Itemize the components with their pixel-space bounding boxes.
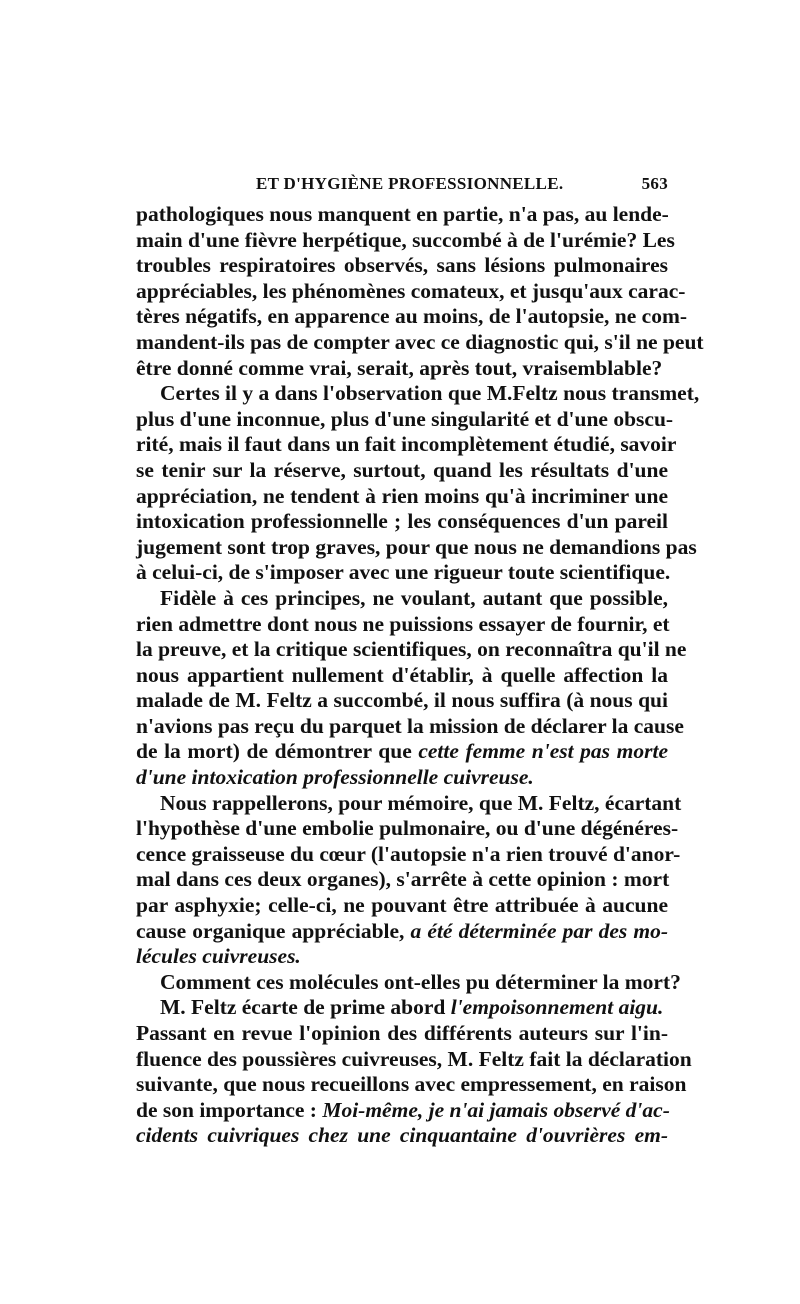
text-line: rien admettre dont nous ne puissions essayer de fournir, et xyxy=(136,611,670,636)
text-line: Certes il y a dans l'observation que M.Feltz nous transmet, xyxy=(160,381,700,406)
text-line: être donné comme vrai, serait, après tout, vraisemblable? xyxy=(136,355,663,380)
italic-segment: a été déterminée par des mo- xyxy=(410,918,668,943)
text-line: nous appartient nullement d'établir, à quelle affection la xyxy=(136,662,668,687)
text-line: lécules cuivreuses. xyxy=(136,944,301,969)
text-line: fluence des poussières cuivreuses, M. Feltz fait la déclaration xyxy=(136,1046,692,1071)
text-line: appréciation, ne tendent à rien moins qu'à incriminer une xyxy=(136,483,668,508)
italic-segment: cette femme n'est pas morte xyxy=(418,739,668,764)
text-line: suivante, que nous recueillons avec empressement, en raison xyxy=(136,1072,687,1097)
text-line: malade de M. Feltz a succombé, il nous suffira (à nous qui xyxy=(136,688,668,713)
text-segment: de la mort) de démontrer que xyxy=(136,739,419,764)
text-line: appréciables, les phénomènes comateux, et jusqu'aux carac- xyxy=(136,278,686,303)
text-line: d'une intoxication professionnelle cuivreuse. xyxy=(136,765,534,790)
text-line: intoxication professionnelle ; les conséquences d'un pareil xyxy=(136,509,668,534)
text-line xyxy=(136,739,668,765)
text-line: plus d'une inconnue, plus d'une singularité et d'une obscu- xyxy=(136,406,674,431)
italic-segment: Moi-même, je n'ai jamais observé d'ac- xyxy=(322,1097,670,1122)
text-segment: cause organique appréciable, xyxy=(136,918,411,943)
text-line: rité, mais il faut dans un fait incomplètement étudié, savoir xyxy=(136,432,677,457)
text-line: pathologiques nous manquent en partie, n'a pas, au lende- xyxy=(136,202,669,226)
text-line: Nous rappellerons, pour mémoire, que M. Feltz, écartant xyxy=(160,790,682,815)
text-line xyxy=(136,919,668,945)
text-segment: M. Feltz écarte de prime abord xyxy=(160,995,451,1020)
text-line: cence graisseuse du cœur (l'autopsie n'a rien trouvé d'anor- xyxy=(136,841,681,866)
text-line: à celui-ci, de s'imposer avec une rigueur toute scientifique. xyxy=(136,560,671,585)
page-header xyxy=(136,174,668,198)
text-line: la preuve, et la critique scientifiques, on reconnaîtra qu'il ne xyxy=(136,637,687,662)
text-line: mandent-ils pas de compter avec ce diagnostic qui, s'il ne peut xyxy=(136,329,704,354)
text-line: Passant en revue l'opinion des différents auteurs sur l'in- xyxy=(136,1021,668,1045)
text-line xyxy=(136,1098,668,1124)
text-line: troubles respiratoires observés, sans lésions pulmonaires xyxy=(136,253,668,278)
text-line xyxy=(136,995,668,1021)
text-line: main d'une fièvre herpétique, succombé à de l'urémie? Les xyxy=(136,227,675,252)
running-title: ET D'HYGIÈNE PROFESSIONNELLE. xyxy=(256,174,564,193)
text-line: Fidèle à ces principes, ne voulant, autant que possible, xyxy=(160,585,668,610)
text-line: n'avions pas reçu du parquet la mission de déclarer la cause xyxy=(136,713,684,738)
page-number: 563 xyxy=(641,174,668,193)
text-line: Comment ces molécules ont-elles pu déterminer la mort? xyxy=(160,969,681,994)
text-line: se tenir sur la réserve, surtout, quand les résultats d'une xyxy=(136,457,668,482)
text-line: cidents cuivriques chez une cinquantaine d'ouvrières em- xyxy=(136,1123,668,1148)
text-line: par asphyxie; celle-ci, ne pouvant être attribuée à aucune xyxy=(136,893,668,918)
text-line: mal dans ces deux organes), s'arrête à cette opinion : mort xyxy=(136,867,670,892)
text-segment: de son importance : xyxy=(136,1097,323,1122)
text-line: l'hypothèse d'une embolie pulmonaire, ou d'une dégénéres- xyxy=(136,816,679,841)
text-line: jugement sont trop graves, pour que nous ne demandions pas xyxy=(136,534,697,559)
text-line: tères négatifs, en apparence au moins, de l'autopsie, ne com- xyxy=(136,304,688,329)
italic-segment: l'empoisonnement aigu. xyxy=(450,995,664,1020)
body-text xyxy=(136,202,704,1149)
